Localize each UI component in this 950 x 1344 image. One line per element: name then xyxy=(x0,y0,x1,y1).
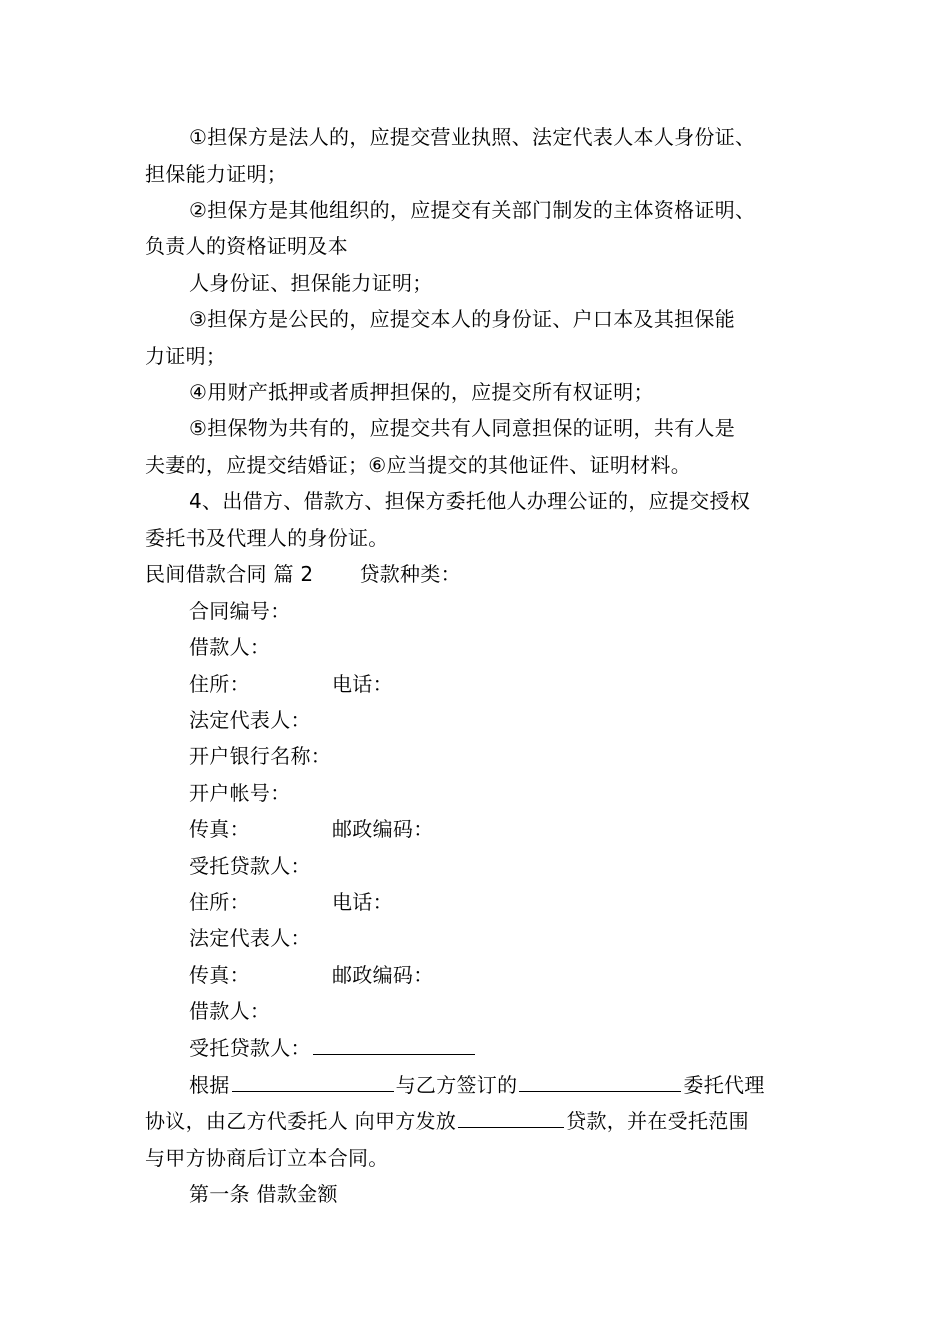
blank-line xyxy=(458,1107,564,1128)
para-guarantor-citizen-1: ③担保方是公民的，应提交本人的身份证、户口本及其担保能 xyxy=(189,307,736,331)
para-guarantor-org-3: 人身份证、担保能力证明； xyxy=(189,271,433,295)
article-1-heading: 第一条 借款金额 xyxy=(189,1182,338,1206)
bank-name-label: 开户银行名称： xyxy=(189,744,332,768)
fax-postal-row-2 xyxy=(189,961,434,989)
text-loan-scope: 贷款，并在受托范围 xyxy=(566,1109,749,1133)
legal-rep-label-2: 法定代表人： xyxy=(189,926,311,950)
fax-label: 传真： xyxy=(189,817,250,841)
phone-label: 电话： xyxy=(332,672,393,696)
contract-no-label: 合同编号： xyxy=(189,599,291,623)
text-agency: 委托代理 xyxy=(683,1073,765,1097)
account-no-label: 开户帐号： xyxy=(189,781,291,805)
para-guarantor-org-1: ②担保方是其他组织的，应提交有关部门制发的主体资格证明、 xyxy=(189,198,756,222)
postal-label: 邮政编码： xyxy=(332,817,434,841)
blank-line xyxy=(519,1071,681,1092)
para-guarantor-legal-2: 担保能力证明； xyxy=(145,162,288,186)
text-agreement: 协议，由乙方代委托人 向甲方发放 xyxy=(145,1109,457,1133)
legal-rep-label: 法定代表人： xyxy=(189,708,311,732)
blank-line xyxy=(313,1034,475,1055)
borrower-label-2: 借款人： xyxy=(189,999,271,1023)
address-label-2: 住所： xyxy=(189,890,250,914)
entrusted-lender-label: 受托贷款人： xyxy=(189,854,311,878)
entrusted-lender-label-2: 受托贷款人： xyxy=(189,1036,311,1060)
blank-line xyxy=(232,1071,394,1092)
para-mortgage: ④用财产抵押或者质押担保的，应提交所有权证明； xyxy=(189,380,654,404)
address-phone-row xyxy=(189,670,393,698)
para-basis-3: 与甲方协商后订立本合同。 xyxy=(145,1146,389,1170)
para-joint-property-2: 夫妻的，应提交结婚证；⑥应当提交的其他证件、证明材料。 xyxy=(145,453,692,477)
phone-label-2: 电话： xyxy=(332,890,393,914)
para-joint-property-1: ⑤担保物为共有的，应提交共有人同意担保的证明，共有人是 xyxy=(189,416,736,440)
para-basis-2 xyxy=(145,1107,749,1135)
entrusted-lender-row-2 xyxy=(189,1034,477,1062)
borrower-label: 借款人： xyxy=(189,635,271,659)
section-heading xyxy=(145,560,461,588)
para-basis-1 xyxy=(189,1071,765,1099)
fax-label-2: 传真： xyxy=(189,963,250,987)
postal-label-2: 邮政编码： xyxy=(332,963,434,987)
para-guarantor-legal-1: ①担保方是法人的，应提交营业执照、法定代表人本人身份证、 xyxy=(189,125,756,149)
address-label: 住所： xyxy=(189,672,250,696)
heading-title: 民间借款合同 篇 2 xyxy=(145,562,314,586)
para-guarantor-citizen-2: 力证明； xyxy=(145,344,227,368)
text-signed-with: 与乙方签订的 xyxy=(395,1073,518,1097)
para-agent-2: 委托书及代理人的身份证。 xyxy=(145,526,389,550)
para-guarantor-org-2: 负责人的资格证明及本 xyxy=(145,234,348,258)
text-basis: 根据 xyxy=(189,1073,230,1097)
address-phone-row-2 xyxy=(189,888,393,916)
loan-type-label: 贷款种类： xyxy=(359,562,461,586)
fax-postal-row xyxy=(189,815,434,843)
para-agent-1: 4、出借方、借款方、担保方委托他人办理公证的，应提交授权 xyxy=(189,489,751,513)
